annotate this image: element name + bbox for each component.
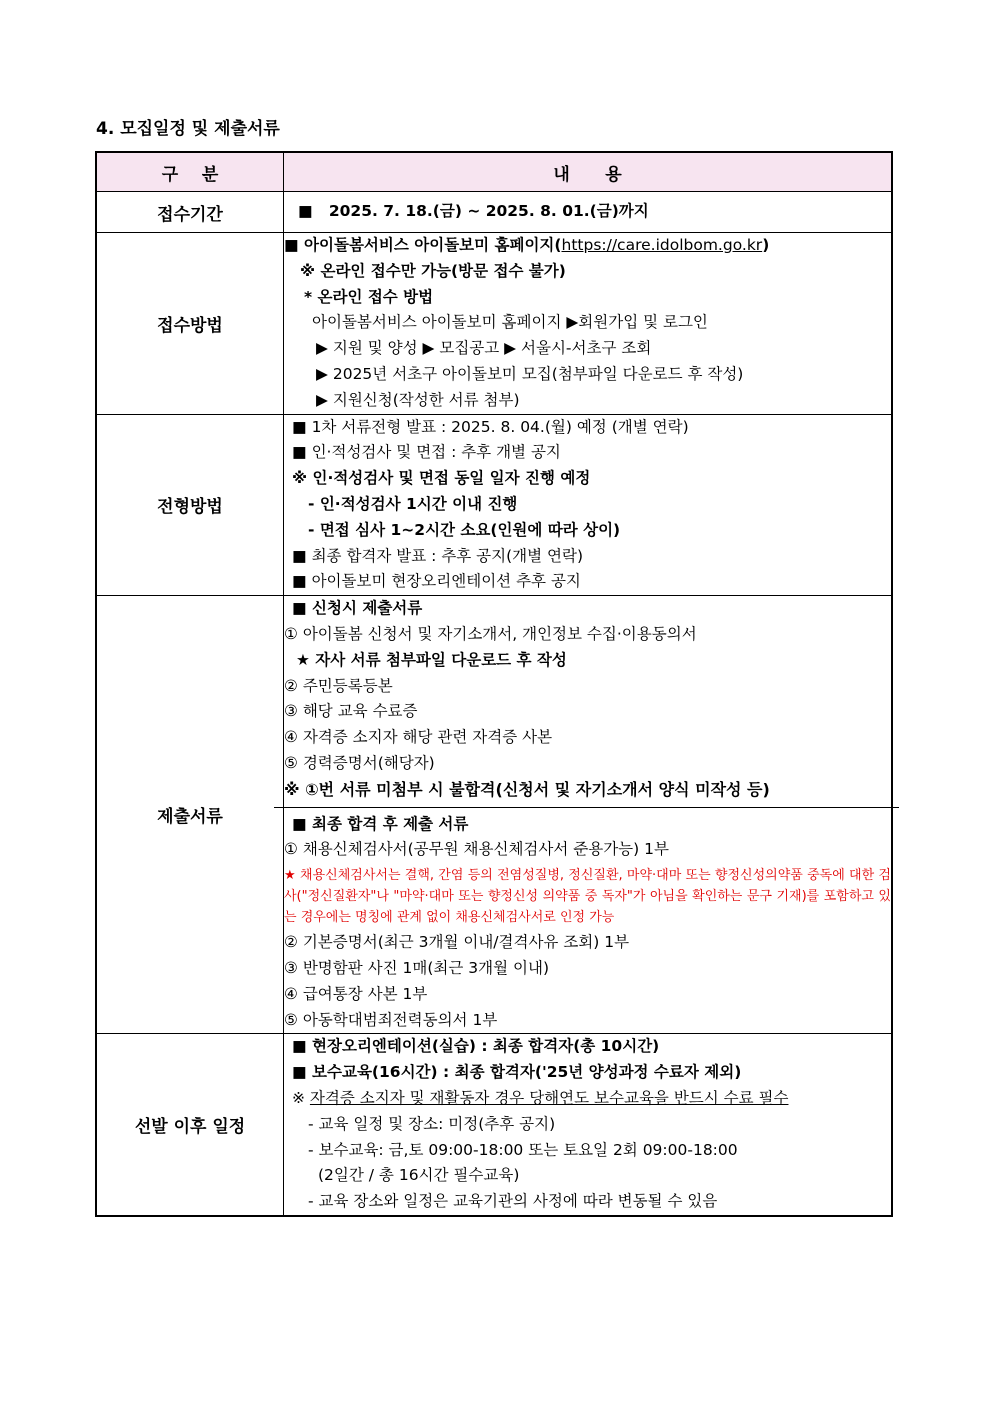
final-documents-section [274, 807, 899, 1034]
header-category: 구 분 [96, 152, 284, 192]
text-line [284, 1086, 891, 1112]
text-line: ① 아이돌봄 신청서 및 자기소개서, 개인정보 수집·이용동의서 [284, 624, 697, 643]
row-category: 제출서류 [96, 596, 284, 1034]
text-line: ▶ 지원 및 양성 ▶ 모집공고 ▶ 서울시-서초구 조회 [316, 339, 652, 358]
text-line: (2일간 / 총 16시간 필수교육) [318, 1166, 520, 1185]
text-line: ■ 최종 합격자 발표 : 추후 공지(개별 연락) [292, 546, 584, 565]
text-line: ▶ 지원신청(작성한 서류 첨부) [316, 390, 520, 409]
text-line: ■ 보수교육(16시간) : 최종 합격자('25년 양성과정 수료자 제외) [292, 1063, 742, 1082]
row-category: 전형방법 [96, 414, 284, 596]
text-line: ■ 인·적성검사 및 면접 : 추후 개별 공지 [292, 443, 561, 462]
text-line: ※ 인·적성검사 및 면접 동일 일자 진행 예정 [292, 469, 591, 488]
text-line: ① 채용신체검사서(공무원 채용신체검사서 준용가능) 1부 [284, 840, 669, 859]
text-line: ④ 자격증 소지자 해당 관련 자격증 사본 [284, 728, 553, 747]
text-line: ② 기본증명서(최근 3개월 이내/결격사유 조회) 1부 [284, 933, 630, 952]
health-check-note: ★ 채용신체검사서는 결핵, 간염 등의 전염성질병, 정신질환, 마약·대마 또는 향정신성의약품 중독에 대한 검사("정신질환자"나 "마약·대마 또는 향정신성 의약품 중 독자"가 아님을 확인하는 문구 기재)를 포함하고 있는 경우에는 명칭에 관계 없이 채용신체검사서로 인정 가능 [284, 868, 891, 926]
homepage-link[interactable]: https://care.idolbom.go.kr [561, 236, 763, 254]
row-category: 접수기간 [96, 192, 284, 233]
row-content [284, 233, 893, 415]
row-content [284, 414, 893, 596]
text-line: - 면접 심사 1~2시간 소요(인원에 따라 상이) [308, 520, 621, 539]
text-line: ■ 신청시 제출서류 [292, 599, 423, 618]
text-line: ★ 자사 서류 첨부파일 다운로드 후 작성 [296, 650, 567, 669]
row-content [284, 596, 893, 1034]
section-title: 4. 모집일정 및 제출서류 [96, 119, 280, 139]
underlined-text: 자격증 소지자 및 재활동자 경우 당해연도 보수교육을 반드시 수료 필수 [309, 1088, 789, 1107]
table-row [96, 192, 892, 233]
text-line: ■ 최종 합격 후 제출 서류 [292, 814, 469, 833]
row-category: 선발 이후 일정 [96, 1034, 284, 1216]
text-line: ⑤ 아동학대범죄전력동의서 1부 [284, 1010, 498, 1029]
table-row [96, 1034, 892, 1216]
row-content [284, 1034, 893, 1216]
schedule-table [95, 151, 893, 1217]
text-span: ) [762, 236, 770, 254]
text-line: ■ 현장오리엔테이션(실습) : 최종 합격자(총 10시간) [292, 1037, 660, 1056]
table-row [96, 414, 892, 596]
text-line: ② 주민등록등본 [284, 676, 393, 695]
header-content: 내 용 [284, 152, 893, 192]
text-line: - 인·적성검사 1시간 이내 진행 [308, 494, 518, 513]
text-span: ※ [292, 1088, 310, 1107]
text-line: 아이돌봄서비스 아이돌보미 홈페이지 ▶회원가입 및 로그인 [312, 313, 708, 332]
text-line: - 보수교육: 금,토 09:00-18:00 또는 토요일 2회 09:00-18:00 [308, 1140, 738, 1159]
text-line: ⑤ 경력증명서(해당자) [284, 753, 435, 772]
text-line: ■ 1차 서류전형 발표 : 2025. 8. 04.(월) 예정 (개별 연락) [292, 417, 689, 436]
text-line: ③ 해당 교육 수료증 [284, 702, 418, 721]
text-line: ※ ①번 서류 미첨부 시 불합격(신청서 및 자기소개서 양식 미작성 등) [284, 779, 770, 799]
table-row [96, 233, 892, 415]
text-line: ■ 아이돌보미 현장오리엔테이션 추후 공지 [292, 572, 581, 591]
text-span: ■ 아이돌봄서비스 아이돌보미 홈페이지( [284, 236, 562, 254]
row-content [284, 192, 893, 233]
text-line: ③ 반명함판 사진 1매(최근 3개월 이내) [284, 958, 549, 977]
text-line: - 교육 일정 및 장소: 미정(추후 공지) [308, 1114, 556, 1133]
text-line: * 온라인 접수 방법 [304, 287, 434, 306]
text-line: ■ 2025. 7. 18.(금) ~ 2025. 8. 01.(금)까지 [298, 202, 649, 221]
text-line: - 교육 장소와 일정은 교육기관의 사정에 따라 변동될 수 있음 [308, 1192, 718, 1211]
text-line [284, 233, 891, 259]
text-line: ※ 온라인 접수만 가능(방문 접수 불가) [300, 261, 566, 280]
table-row [96, 596, 892, 1034]
text-line: ④ 급여통장 사본 1부 [284, 984, 428, 1003]
text-line: ▶ 2025년 서초구 아이돌보미 모집(첨부파일 다운로드 후 작성) [316, 364, 744, 383]
table-header-row [96, 152, 892, 192]
row-category: 접수방법 [96, 233, 284, 415]
